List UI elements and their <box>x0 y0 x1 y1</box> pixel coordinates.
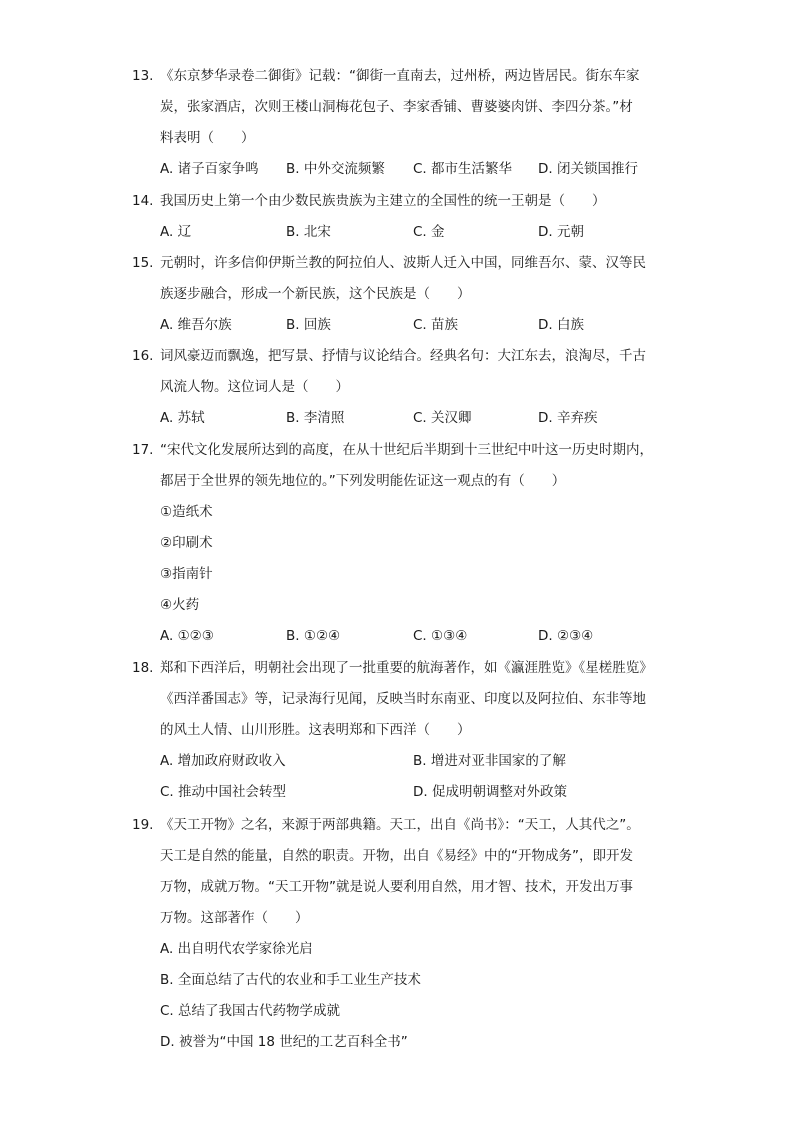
option-d: D. ②③④ <box>538 628 594 644</box>
question-number: 17. <box>132 442 154 458</box>
question-number: 14. <box>132 193 154 209</box>
statement-item: ④火药 <box>160 597 200 613</box>
option-c: C. 推动中国社会转型 <box>160 784 287 800</box>
question-text-line: 料表明（ ） <box>160 130 255 146</box>
option-b: B. 北宋 <box>286 224 331 240</box>
question-number: 13. <box>132 68 154 84</box>
question-text-line: “宋代文化发展所达到的高度，在从十世纪后半期到十三世纪中叶这一历史时期内， <box>160 442 653 458</box>
option-a: A. 辽 <box>160 224 192 240</box>
option-d: D. 辛弃疾 <box>538 410 598 426</box>
option-c: C. ①③④ <box>413 628 468 644</box>
option-b: B. 李清照 <box>286 410 345 426</box>
option-c: C. 苗族 <box>413 317 459 333</box>
option-c: C. 关汉卿 <box>413 410 472 426</box>
option-b: B. 回族 <box>286 317 331 333</box>
question-text-line: 都居于全世界的领先地位的。”下列发明能佐证这一观点的有（ ） <box>160 473 566 489</box>
question-number: 15. <box>132 255 154 271</box>
question-number: 16. <box>132 348 154 364</box>
question-text-line: 《东京梦华录卷二御街》记载：“御街一直南去，过州桥，两边皆居民。街东车家 <box>160 68 640 84</box>
option-d: D. 促成明朝调整对外政策 <box>413 784 567 800</box>
option-a: A. 诸子百家争鸣 <box>160 161 259 177</box>
option-d: D. 被誉为“中国 18 世纪的工艺百科全书” <box>160 1034 408 1050</box>
question-text-line: 炭，张家酒店，次则王楼山洞梅花包子、李家香铺、曹婆婆肉饼、李四分茶。”材 <box>160 99 633 115</box>
question-text-line: 《天工开物》之名，来源于两部典籍。天工，出自《尚书》：“天工，人其代之”。 <box>160 817 640 833</box>
question-number: 19. <box>132 817 154 833</box>
question-text-line: 我国历史上第一个由少数民族贵族为主建立的全国性的统一王朝是（ ） <box>160 193 606 209</box>
option-b: B. ①②④ <box>286 628 341 644</box>
question-text-line: 《西洋番国志》等，记录海行见闻，反映当时东南亚、印度以及阿拉伯、东非等地 <box>160 691 646 707</box>
question-text-line: 天工是自然的能量，自然的职责。开物，出自《易经》中的“开物成务”，即开发 <box>160 848 633 864</box>
question-text-line: 风流人物。这位词人是（ ） <box>160 379 349 395</box>
option-b: B. 中外交流频繁 <box>286 161 385 177</box>
statement-item: ①造纸术 <box>160 504 213 520</box>
option-c: C. 金 <box>413 224 445 240</box>
question-text-line: 族逐步融合，形成一个新民族，这个民族是（ ） <box>160 286 471 302</box>
statement-item: ③指南针 <box>160 566 213 582</box>
question-text-line: 的风土人情、山川形胜。这表明郑和下西洋（ ） <box>160 722 471 738</box>
option-d: D. 闭关锁国推行 <box>538 161 638 177</box>
option-d: D. 元朝 <box>538 224 584 240</box>
option-d: D. 白族 <box>538 317 584 333</box>
option-a: A. 维吾尔族 <box>160 317 232 333</box>
option-a: A. 增加政府财政收入 <box>160 753 286 769</box>
question-text-line: 万物。这部著作（ ） <box>160 910 309 926</box>
question-text-line: 元朝时，许多信仰伊斯兰教的阿拉伯人、波斯人迁入中国，同维吾尔、蒙、汉等民 <box>160 255 646 271</box>
question-text-line: 郑和下西洋后，明朝社会出现了一批重要的航海著作，如《瀛涯胜览》《星槎胜览》 <box>160 660 653 676</box>
option-c: C. 总结了我国古代药物学成就 <box>160 1003 341 1019</box>
question-text-line: 词风豪迈而飘逸，把写景、抒情与议论结合。经典名句：大江东去，浪淘尽，千古 <box>160 348 646 364</box>
option-a: A. ①②③ <box>160 628 214 644</box>
option-b: B. 增进对亚非国家的了解 <box>413 753 566 769</box>
option-a: A. 苏轼 <box>160 410 205 426</box>
statement-item: ②印刷术 <box>160 535 213 551</box>
option-c: C. 都市生活繁华 <box>413 161 513 177</box>
option-b: B. 全面总结了古代的农业和手工业生产技术 <box>160 972 421 988</box>
question-number: 18. <box>132 660 154 676</box>
question-text-line: 万物，成就万物。“天工开物”就是说人要利用自然，用才智、技术，开发出万事 <box>160 879 633 895</box>
option-a: A. 出自明代农学家徐光启 <box>160 941 313 957</box>
